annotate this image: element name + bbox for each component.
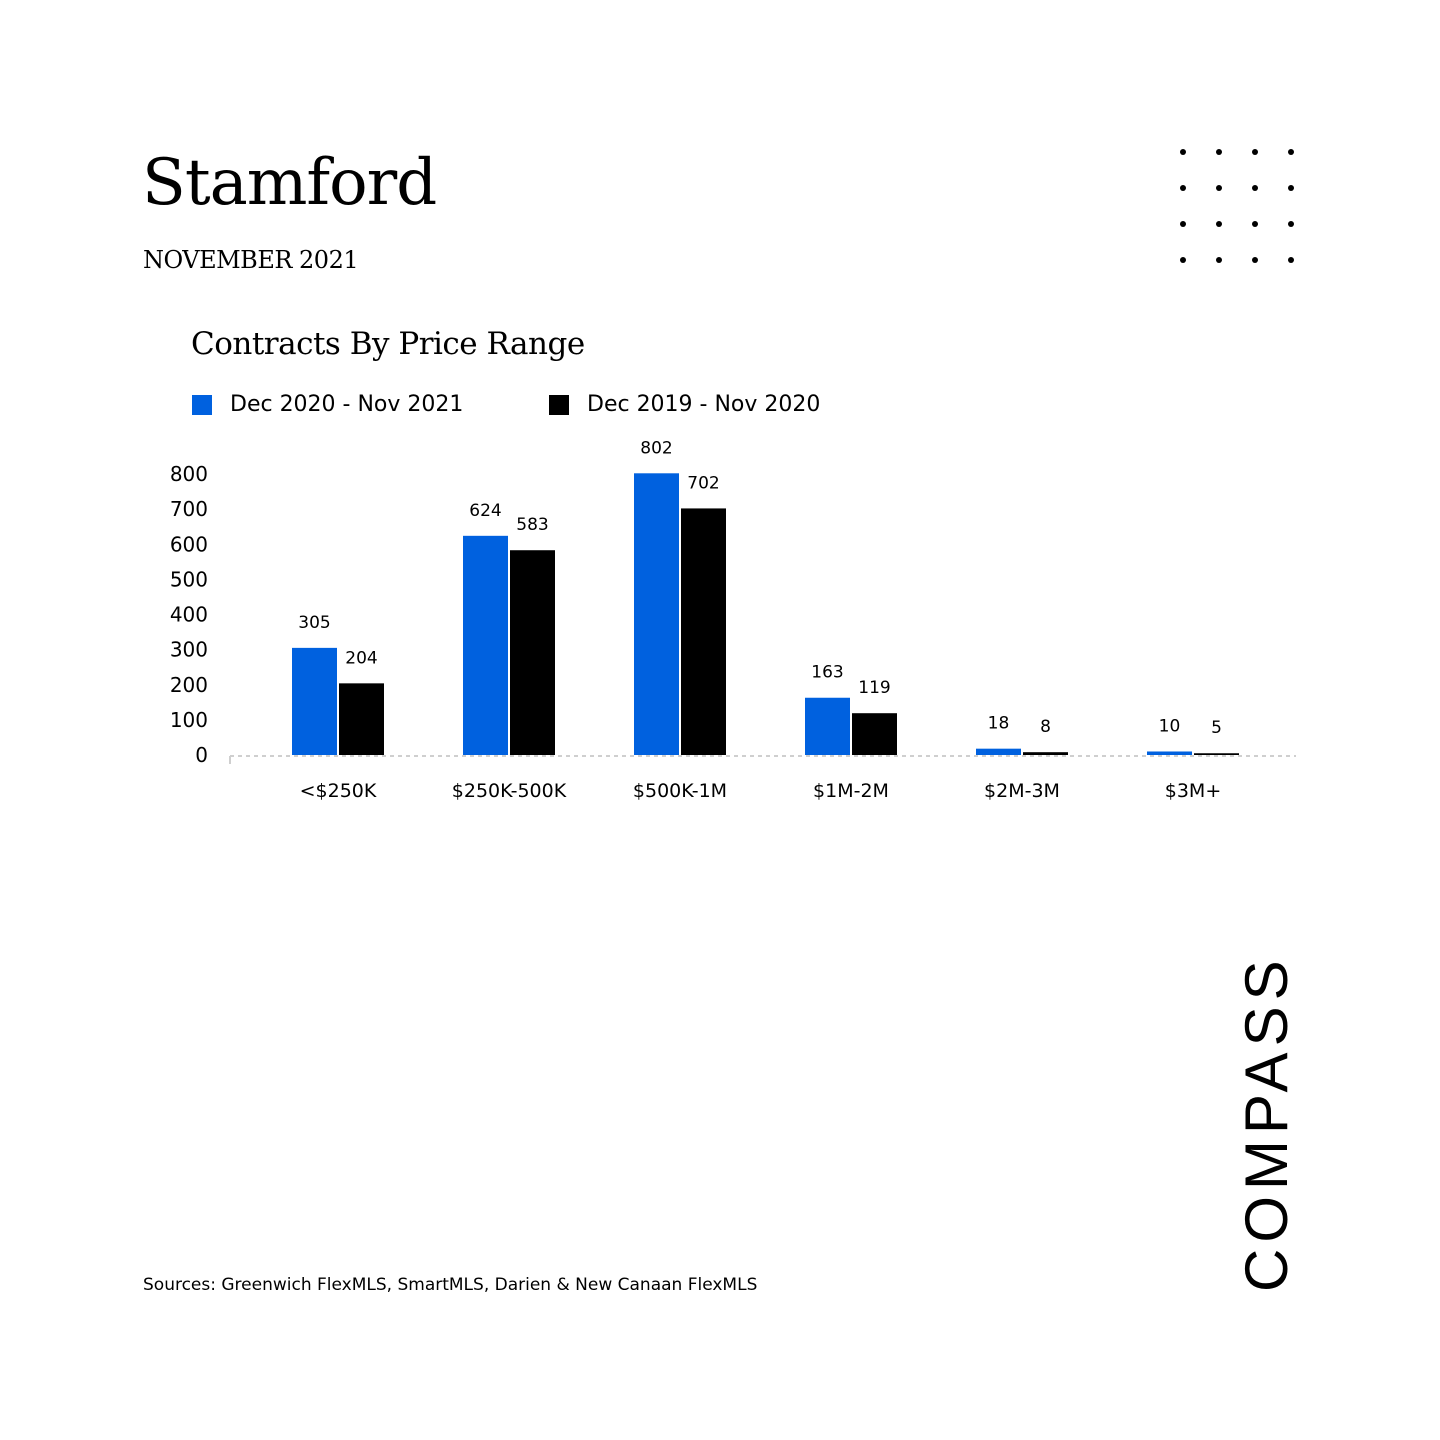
compass-logo xyxy=(1232,950,1302,1300)
y-tick-label: 0 xyxy=(195,743,208,767)
bar-prior xyxy=(1194,753,1239,755)
x-tick-label: $1M-2M xyxy=(813,780,889,802)
bar-value-label: 163 xyxy=(811,662,844,683)
y-tick-label: 300 xyxy=(169,637,208,662)
y-tick-label: 600 xyxy=(169,532,208,557)
bar-value-label: 305 xyxy=(298,612,331,633)
bar-value-label: 583 xyxy=(516,515,549,536)
bar-value-label: 204 xyxy=(345,648,378,669)
chart-title: Contracts By Price Range xyxy=(191,326,585,362)
bar-current xyxy=(634,473,679,755)
bar-value-label: 18 xyxy=(987,713,1010,734)
bar-prior xyxy=(852,713,897,755)
bar-value-label: 119 xyxy=(858,678,891,699)
bar-current xyxy=(976,749,1021,755)
y-tick-label: 100 xyxy=(169,707,208,732)
report-period: NOVEMBER 2021 xyxy=(143,246,359,274)
y-tick-label: 700 xyxy=(169,497,208,522)
x-tick-label: <$250K xyxy=(299,780,377,802)
y-tick-label: 800 xyxy=(169,462,208,486)
bar-current xyxy=(805,698,850,755)
bar-value-label: 10 xyxy=(1158,716,1181,737)
bar-current xyxy=(1147,751,1192,755)
x-tick-label: $250K-500K xyxy=(451,780,567,802)
legend-label-current: Dec 2020 - Nov 2021 xyxy=(230,392,464,417)
bar-prior xyxy=(510,550,555,755)
bar-current xyxy=(463,536,508,755)
legend-label-prior: Dec 2019 - Nov 2020 xyxy=(587,392,821,417)
bar-current xyxy=(292,648,337,755)
page-title: Stamford xyxy=(142,146,437,220)
x-tick-label: $2M-3M xyxy=(984,780,1060,802)
bar-value-label: 624 xyxy=(469,500,502,521)
y-tick-label: 200 xyxy=(169,672,208,697)
bar-prior xyxy=(1023,752,1068,755)
bar-value-label: 5 xyxy=(1211,718,1222,739)
bar-prior xyxy=(339,683,384,755)
sources-note: Sources: Greenwich FlexMLS, SmartMLS, Darien & New Canaan FlexMLS xyxy=(143,1275,758,1295)
logo-wordmark: COMPASS xyxy=(1233,954,1300,1292)
x-tick-label: $500K-1M xyxy=(632,780,728,802)
bar-value-label: 8 xyxy=(1040,717,1051,738)
bar-prior xyxy=(681,508,726,755)
x-tick-label: $3M+ xyxy=(1164,780,1222,802)
y-tick-label: 500 xyxy=(169,567,208,592)
bar-value-label: 702 xyxy=(687,473,720,494)
bar-value-label: 802 xyxy=(640,438,673,459)
y-tick-label: 400 xyxy=(169,602,208,627)
